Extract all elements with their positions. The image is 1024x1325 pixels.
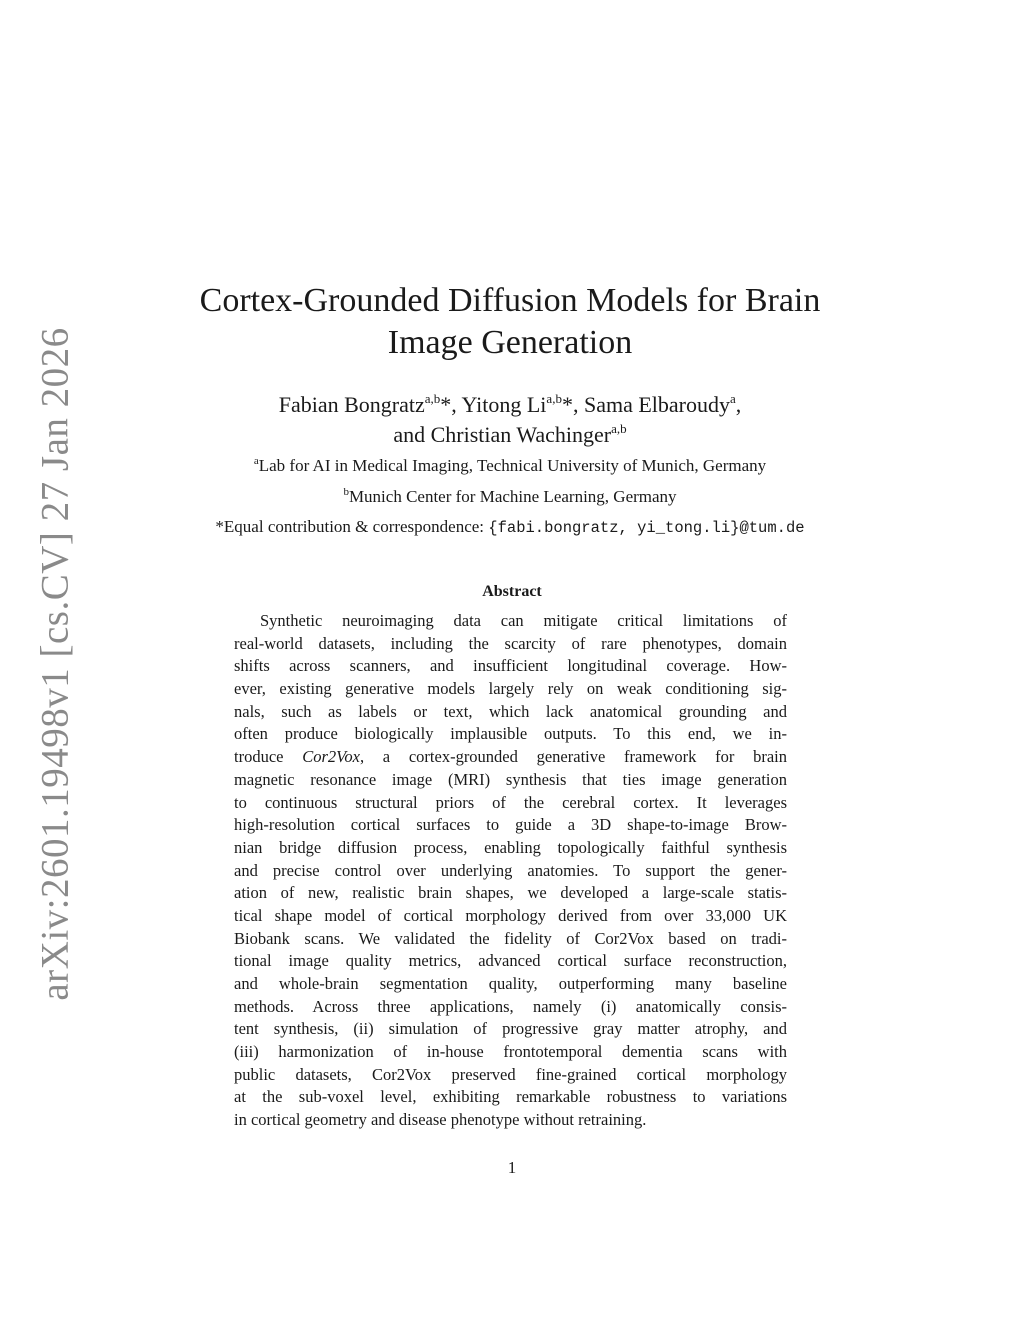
affiliation-mark: b — [343, 486, 349, 498]
author-affiliation-mark: a,b — [611, 421, 627, 436]
affiliation-mark: a — [253, 455, 259, 467]
title-line-2: Image Generation — [387, 324, 633, 361]
abstract-line: nals, such as labels or text, which lack anatomical grounding and — [234, 701, 787, 721]
author-line-1 — [200, 390, 820, 420]
correspondence-emails[interactable]: {fabi.bongratz, yi_tong.li}@tum.de — [488, 519, 805, 537]
page-number: 1 — [507, 1158, 517, 1177]
abstract-line: public datasets, Cor2Vox preserved fine-grained cortical morphology — [234, 1064, 787, 1084]
author-name: Yitong Li — [461, 392, 547, 417]
framework-name-emphasis: Cor2Vox — [302, 747, 360, 767]
arxiv-identifier-stamp: arXiv:2601.19498v1 [cs.CV] 27 Jan 2026 — [33, 327, 77, 1001]
abstract-body — [234, 610, 787, 1132]
abstract-line: shifts across scanners, and insufficient longitudinal coverage. How- — [234, 656, 787, 676]
author-conjunction: and — [393, 422, 431, 447]
correspondence-note — [150, 516, 870, 539]
abstract-line: troduce Cor2Vox, a cortex-grounded generative framework for brain — [234, 747, 787, 767]
abstract-line: and precise control over underlying anatomies. To support the gener- — [234, 860, 787, 880]
author-separator: *, — [440, 392, 462, 417]
affiliation-text: Lab for AI in Medical Imaging, Technical University of Munich, Germany — [258, 456, 767, 475]
abstract-line: tent synthesis, (ii) simulation of progressive gray matter atrophy, and — [234, 1019, 787, 1039]
abstract-line: Synthetic neuroimaging data can mitigate critical limitations of — [260, 611, 787, 630]
abstract-line: Biobank scans. We validated the fidelity of Cor2Vox based on tradi- — [234, 928, 787, 948]
author-separator: *, — [561, 392, 584, 417]
author-separator: , — [735, 392, 742, 417]
abstract-line: methods. Across three applications, namely (i) anatomically consis- — [234, 996, 787, 1016]
abstract-line: real-world datasets, including the scarcity of rare phenotypes, domain — [234, 633, 787, 653]
affiliation-text: Munich Center for Machine Learning, Germany — [348, 487, 677, 506]
abstract-line: often produce biologically implausible outputs. To this end, we in- — [234, 724, 787, 744]
author-affiliation-mark: a — [729, 391, 736, 406]
abstract-heading: Abstract — [482, 583, 542, 600]
abstract-line: in cortical geometry and disease phenotype without retraining. — [234, 1110, 647, 1130]
abstract-line: (iii) harmonization of in-house frontotemporal dementia scans with — [234, 1042, 787, 1062]
abstract-line: magnetic resonance image (MRI) synthesis that ties image generation — [234, 769, 787, 789]
author-list — [200, 390, 820, 450]
abstract-line: tical shape model of cortical morphology derived from over 33,000 UK — [234, 905, 787, 925]
author-affiliation-mark: a,b — [424, 391, 441, 406]
author-affiliation-mark: a,b — [546, 391, 562, 406]
affiliation-b — [150, 486, 870, 508]
abstract-line: and whole-brain segmentation quality, outperforming many baseline — [234, 974, 787, 993]
abstract-line: high-resolution cortical surfaces to guide a 3D shape-to-image Brow- — [234, 815, 787, 835]
author-name: Christian Wachinger — [430, 422, 612, 447]
author-name: Sama Elbaroudy — [583, 392, 730, 417]
affiliation-a — [150, 455, 870, 477]
abstract-line: nian bridge diffusion process, enabling topologically faithful synthesis — [234, 837, 787, 857]
abstract-line: ever, existing generative models largely rely on weak conditioning sig- — [234, 679, 787, 699]
title-line-1: Cortex-Grounded Diffusion Models for Brain — [199, 282, 821, 319]
abstract-line: tional image quality metrics, advanced cortical surface reconstruction, — [234, 951, 787, 971]
paper-title — [180, 280, 840, 364]
abstract-line: ation of new, realistic brain shapes, we developed a large-scale statis- — [234, 883, 787, 903]
abstract-line: to continuous structural priors of the cerebral cortex. It leverages — [234, 792, 787, 812]
author-name: Fabian Bongratz — [278, 392, 425, 417]
author-line-2 — [200, 420, 820, 450]
equal-contribution-text: *Equal contribution & correspondence: — [215, 517, 489, 536]
abstract-line: at the sub-voxel level, exhibiting remarkable robustness to variations — [234, 1087, 787, 1107]
